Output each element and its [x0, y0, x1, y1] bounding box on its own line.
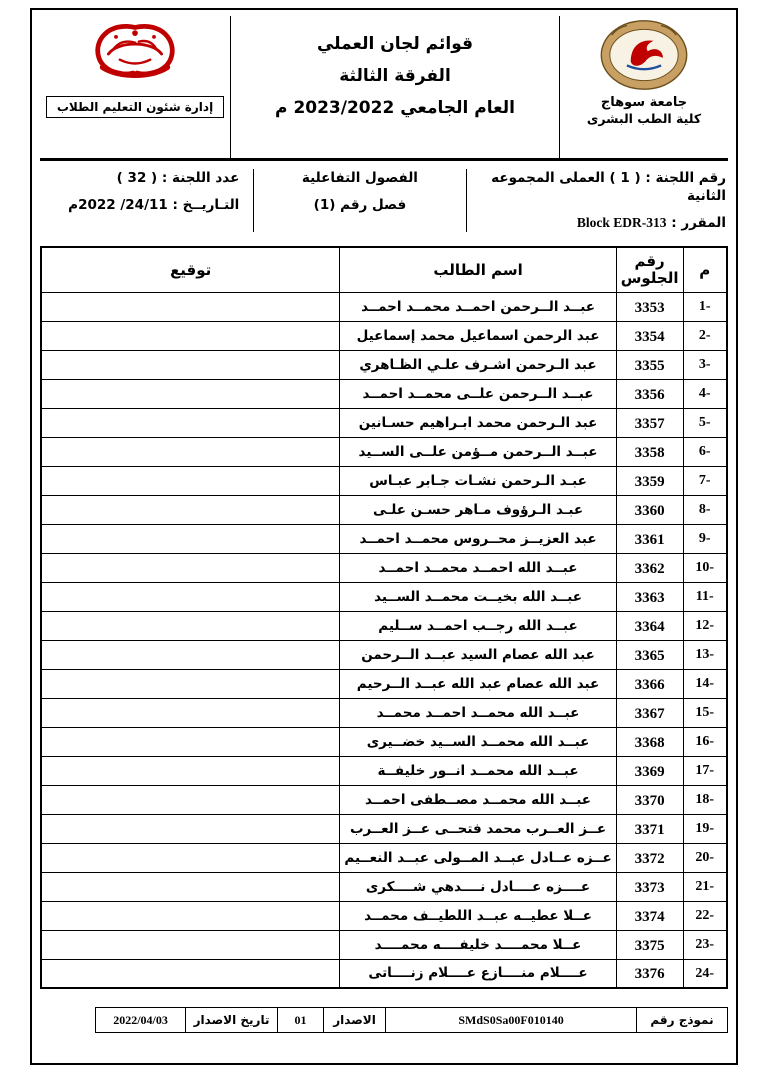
seat-number-cell: 3361 [616, 524, 683, 553]
document-footer [95, 1007, 728, 1033]
table-row [41, 843, 727, 872]
signature-cell [41, 524, 340, 553]
course-code: Block EDR-313 [576, 215, 667, 230]
serial-cell: 11- [683, 582, 727, 611]
students-table-header [41, 247, 727, 292]
serial-cell: 9- [683, 524, 727, 553]
student-name-cell: عبد العزيــز محــروس محمــد احمــد [340, 524, 616, 553]
signature-cell [41, 408, 340, 437]
table-row [41, 495, 727, 524]
title-line-1: قوائم لجان العملي [316, 34, 474, 54]
student-name-cell: عبــد الله محمــد الســيد خضــيرى [340, 727, 616, 756]
section-title: الفصول التفاعلية [301, 170, 418, 186]
issue-date-label: تاريخ الاصدار [186, 1008, 278, 1032]
students-table [40, 246, 728, 989]
seat-number-cell: 3353 [616, 292, 683, 321]
faculty-block [40, 16, 230, 158]
faculty-crest-logo [77, 16, 193, 92]
signature-cell [41, 379, 340, 408]
seat-number-cell: 3355 [616, 350, 683, 379]
table-row [41, 959, 727, 988]
course-label: المقرر : [671, 215, 726, 231]
seat-number-cell: 3356 [616, 379, 683, 408]
table-row [41, 321, 727, 350]
seat-number-cell: 3360 [616, 495, 683, 524]
student-name-cell: عــلا عطيــه عبــد اللطيــف محمــد [340, 901, 616, 930]
table-row [41, 669, 727, 698]
issue-label: الاصدار [324, 1008, 386, 1032]
seat-number-header: رقم الجلوس [616, 247, 683, 292]
student-name-cell: عبــد الله محمــد انــور خليفــة [340, 756, 616, 785]
student-name-cell: عــلا محمــــد خليفــــه محمــــد [340, 930, 616, 959]
student-name-cell: عبــد الله احمــد محمــد احمــد [340, 553, 616, 582]
serial-cell: 24- [683, 959, 727, 988]
serial-cell: 7- [683, 466, 727, 495]
seat-number-cell: 3373 [616, 872, 683, 901]
table-row [41, 524, 727, 553]
course-line [467, 214, 726, 232]
serial-cell: 22- [683, 901, 727, 930]
signature-cell [41, 437, 340, 466]
seat-number-cell: 3376 [616, 959, 683, 988]
student-name-cell: عبــد الله رجــب احمــد ســليم [340, 611, 616, 640]
signature-cell [41, 727, 340, 756]
signature-cell [41, 553, 340, 582]
serial-cell: 3- [683, 350, 727, 379]
signature-cell [41, 292, 340, 321]
signature-cell [41, 698, 340, 727]
title-line-2: الفرقة الثالثة [339, 66, 451, 86]
university-block [560, 16, 728, 158]
signature-cell [41, 959, 340, 988]
seat-number-cell: 3362 [616, 553, 683, 582]
serial-cell: 6- [683, 437, 727, 466]
table-row [41, 611, 727, 640]
serial-cell: 17- [683, 756, 727, 785]
table-row [41, 901, 727, 930]
issue-value [278, 1008, 324, 1032]
serial-cell: 13- [683, 640, 727, 669]
serial-cell: 15- [683, 698, 727, 727]
seat-number-cell: 3358 [616, 437, 683, 466]
title-line-3: العام الجامعي 2023/2022 م [275, 98, 515, 118]
form-code [386, 1008, 637, 1032]
section-info [253, 169, 466, 232]
seat-number-cell: 3366 [616, 669, 683, 698]
department-box: إدارة شئون التعليم الطلاب [46, 96, 224, 118]
student-name-header: اسم الطالب [340, 247, 616, 292]
table-row [41, 785, 727, 814]
form-number-label: نموذج رقم [650, 1013, 714, 1027]
student-name-cell: عــز العــرب محمد فتحــى عــز العــرب [340, 814, 616, 843]
form-code-value: SMdS0Sa00F010140 [458, 1013, 564, 1027]
seat-number-cell: 3369 [616, 756, 683, 785]
serial-cell: 16- [683, 727, 727, 756]
serial-cell: 20- [683, 843, 727, 872]
seat-number-cell: 3375 [616, 930, 683, 959]
table-row [41, 553, 727, 582]
serial-cell: 23- [683, 930, 727, 959]
student-name-cell: عبد الله عصام عبد الله عبــد الــرحيم [340, 669, 616, 698]
signature-cell [41, 640, 340, 669]
issue-date: 2022/04/03 [113, 1013, 168, 1027]
student-name-cell: عبــد الــرحمن علــى محمــد احمــد [340, 379, 616, 408]
seat-number-cell: 3354 [616, 321, 683, 350]
table-row [41, 698, 727, 727]
section-room: فصل رقم (1) [313, 197, 407, 213]
student-name-cell: عبـد الـرؤوف مـاهر حسـن علـى [340, 495, 616, 524]
count-date-info [40, 169, 253, 232]
signature-cell [41, 582, 340, 611]
student-name-cell: عــــزه عــــادل نــــدهي شــــكرى [340, 872, 616, 901]
signature-header: توقيع [41, 247, 340, 292]
seat-number-cell: 3368 [616, 727, 683, 756]
signature-cell [41, 872, 340, 901]
student-table-body [41, 292, 727, 988]
document-title-block [230, 16, 560, 158]
serial-cell: 5- [683, 408, 727, 437]
committee-number: رقم اللجنة : ( 1 ) العملى المجموعه الثانية [491, 170, 726, 204]
signature-cell [41, 669, 340, 698]
table-row [41, 466, 727, 495]
student-name-cell: عبــد الــرحمن احمــد محمــد احمــد [340, 292, 616, 321]
signature-cell [41, 321, 340, 350]
seat-number-cell: 3364 [616, 611, 683, 640]
signature-cell [41, 785, 340, 814]
student-name-cell: عبــد الله محمــد مصــطفى احمــد [340, 785, 616, 814]
serial-cell: 12- [683, 611, 727, 640]
table-row [41, 640, 727, 669]
student-name-cell: عبد الـرحمن محمد ابـراهيم حسـانين [340, 408, 616, 437]
seat-number-cell: 3357 [616, 408, 683, 437]
document-header [40, 16, 728, 158]
serial-cell: 19- [683, 814, 727, 843]
signature-cell [41, 466, 340, 495]
issue-number: 01 [294, 1013, 307, 1027]
committee-info [467, 169, 728, 232]
table-row [41, 350, 727, 379]
seat-number-cell: 3363 [616, 582, 683, 611]
university-seal-logo [598, 18, 690, 92]
seat-number-cell: 3372 [616, 843, 683, 872]
serial-cell: 21- [683, 872, 727, 901]
seat-number-cell: 3371 [616, 814, 683, 843]
page-frame [30, 8, 738, 1065]
student-name-cell: عبد الـرحمن اشـرف علـي الظـاهري [340, 350, 616, 379]
table-row [41, 930, 727, 959]
seat-number-cell: 3365 [616, 640, 683, 669]
student-name-cell: عــــلام منــــازع عــــلام زنــــاتى [340, 959, 616, 988]
seat-number-cell: 3359 [616, 466, 683, 495]
signature-cell [41, 901, 340, 930]
student-name-cell: عبــد الله بخيــت محمــد الســيد [340, 582, 616, 611]
signature-cell [41, 350, 340, 379]
table-row [41, 582, 727, 611]
table-row [41, 872, 727, 901]
signature-cell [41, 495, 340, 524]
student-name-cell: عبد الرحمن اسماعيل محمد إسماعيل [340, 321, 616, 350]
student-name-cell: عبد الله عصام السيد عبــد الــرحمن [340, 640, 616, 669]
seat-number-cell: 3370 [616, 785, 683, 814]
signature-cell [41, 930, 340, 959]
serial-cell: 2- [683, 321, 727, 350]
serial-cell: 8- [683, 495, 727, 524]
serial-header: م [683, 247, 727, 292]
seat-number-cell: 3374 [616, 901, 683, 930]
signature-cell [41, 814, 340, 843]
signature-cell [41, 611, 340, 640]
serial-cell: 14- [683, 669, 727, 698]
faculty-name: كلية الطب البشرى [586, 111, 702, 126]
student-name-cell: عــزه عــادل عبــد المــولى عبــد النعــيم [340, 843, 616, 872]
table-row [41, 814, 727, 843]
signature-cell [41, 843, 340, 872]
student-name-cell: عبـد الـرحمن نشـات جـابر عبـاس [340, 466, 616, 495]
table-row [41, 292, 727, 321]
table-row [41, 379, 727, 408]
issue-date-value [96, 1008, 186, 1032]
serial-cell: 18- [683, 785, 727, 814]
table-row [41, 437, 727, 466]
seat-number-cell: 3367 [616, 698, 683, 727]
university-name: جامعة سوهاج [600, 95, 688, 110]
student-name-cell: عبــد الــرحمن مــؤمن علــى الســيد [340, 437, 616, 466]
signature-cell [41, 756, 340, 785]
table-row [41, 756, 727, 785]
table-row [41, 727, 727, 756]
serial-cell: 10- [683, 553, 727, 582]
serial-cell: 4- [683, 379, 727, 408]
serial-cell: 1- [683, 292, 727, 321]
table-row [41, 408, 727, 437]
committee-count: عدد اللجنة : ( 32 ) [116, 170, 240, 186]
student-name-cell: عبــد الله محمــد احمــد محمــد [340, 698, 616, 727]
exam-info-strip [40, 161, 728, 242]
exam-date: التـاريــخ : 24/11/ 2022م [68, 197, 240, 213]
